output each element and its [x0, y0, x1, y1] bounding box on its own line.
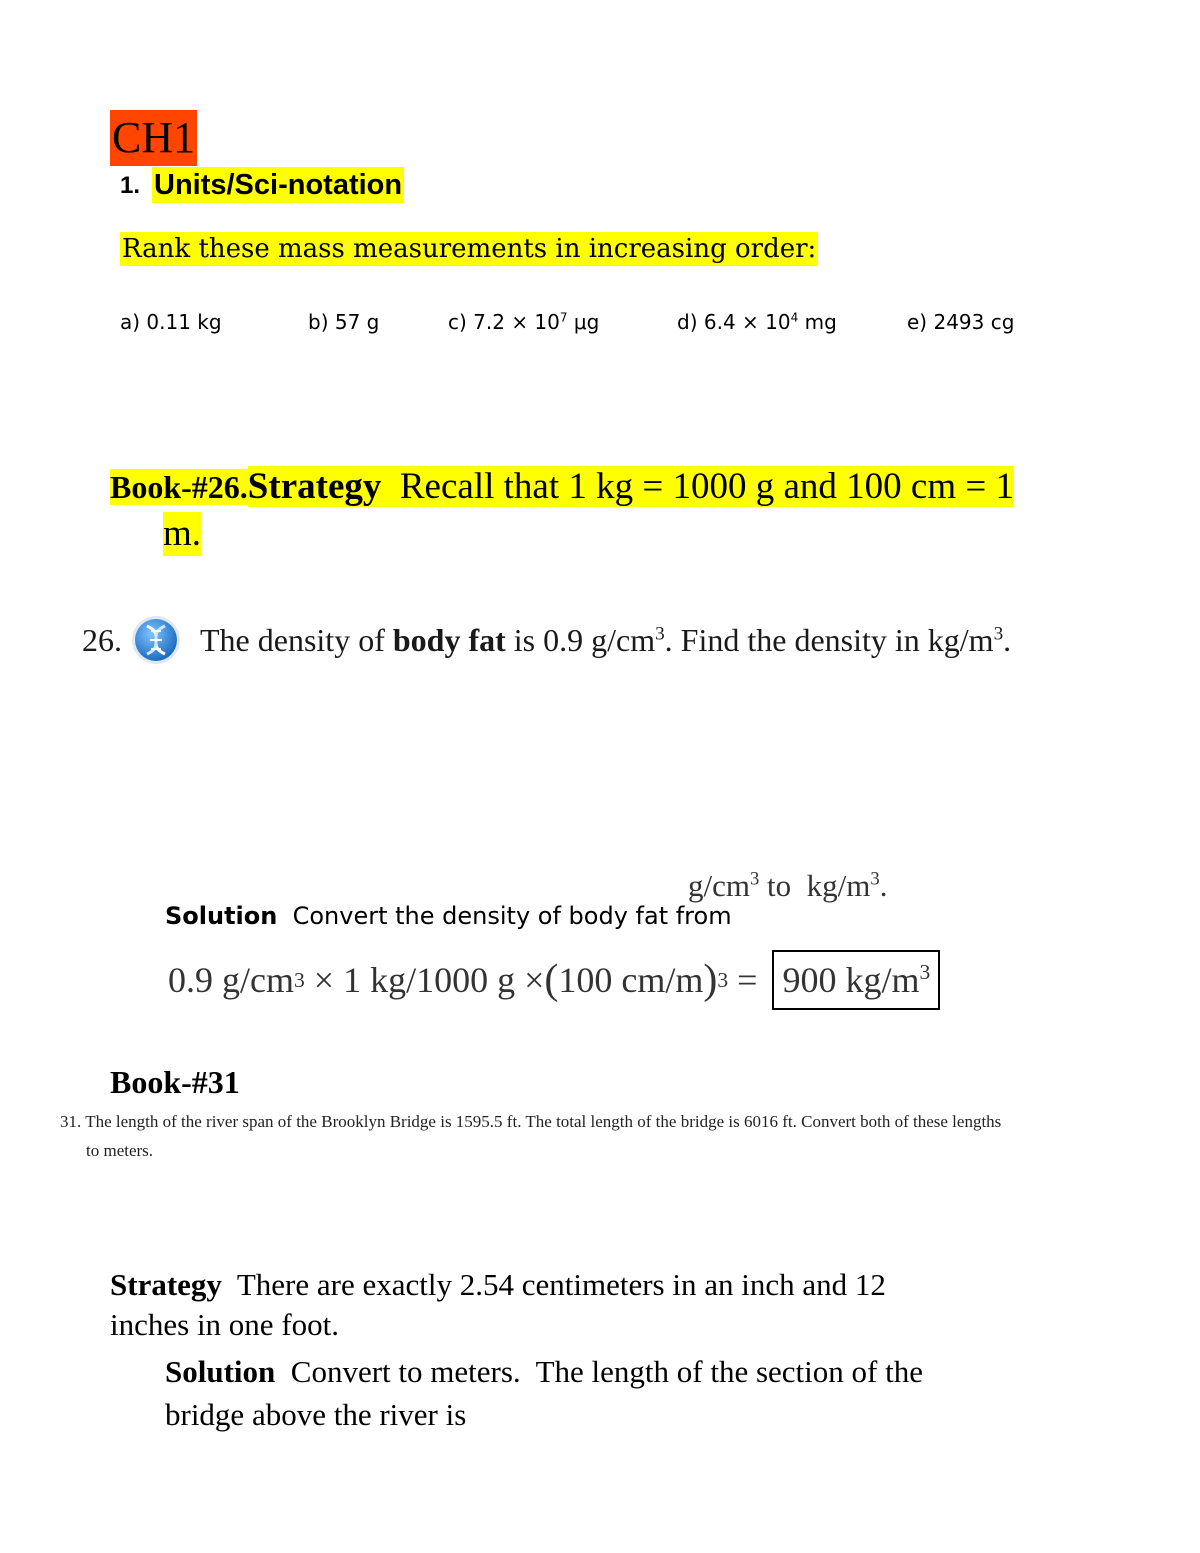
option-d [677, 308, 837, 336]
option-c-unit: μg [567, 310, 600, 334]
eq-part2: × 1 kg/1000 g × [304, 960, 545, 1000]
book26-strategy-label: Strategy [247, 466, 382, 507]
problem-26-number: 26. [82, 622, 122, 658]
problem-31-line2: to meters. [86, 1141, 154, 1160]
problem-26-sup2: 3 [993, 623, 1004, 645]
eq-part3: 100 cm/m [558, 960, 704, 1000]
eq-equals: = [728, 960, 767, 1000]
solution-26-equation: 0.9 g/cm 3 × 1 kg/1000 g × ( 100 cm/m ) 3 = 900 $kg/m^3$ [168, 950, 940, 1010]
option-c-text: c) 7.2 × 10 [448, 310, 560, 334]
strategy-31-text: There are exactly 2.54 centimeters in an inch and 12 [221, 1267, 886, 1302]
dna-icon [130, 614, 182, 666]
solution-26-label: Solution [165, 902, 278, 930]
solution-26-intro [165, 900, 732, 932]
book26-label: Book-#26. [110, 469, 248, 505]
answer-box [772, 950, 940, 1010]
section-title: Units/Sci-notation [154, 169, 403, 201]
option-d-exponent: 4 [790, 310, 799, 325]
option-b-text: b) 57 g [308, 310, 380, 334]
option-d-text: d) 6.4 × 10 [677, 310, 791, 334]
solution-31-line2: bridge above the river is [165, 1397, 467, 1432]
units-from: g/cm [688, 868, 750, 903]
problem-31-line1: 31. The length of the river span of the Brooklyn Bridge is 1595.5 ft. The total length of the bridge is 6016 ft. Convert both of these lengths [60, 1112, 1002, 1131]
problem-26-body-fat: body fat [392, 622, 506, 658]
solution-26-text: Convert the density of body fat from [277, 902, 732, 930]
problem-26-text-end: . [1003, 622, 1012, 658]
problem-26 [82, 614, 1011, 666]
option-a [120, 308, 222, 336]
book26-strategy-line1 [110, 465, 1014, 509]
problem-26-sup1: 3 [655, 623, 665, 645]
eq-paren-open: ( [544, 957, 559, 1003]
units-end: . [879, 868, 888, 903]
option-a-text: a) 0.11 kg [120, 310, 222, 334]
option-e-text: e) 2493 cg [907, 310, 1015, 334]
units-sup2: 3 [870, 868, 880, 890]
book31-label: Book-#31 [110, 1064, 240, 1100]
eq-part1: 0.9 g/cm [168, 960, 294, 1000]
answer-sup: 3 [919, 960, 931, 984]
units-to: to kg/m [759, 868, 871, 903]
option-c-exponent: 7 [559, 310, 568, 325]
solution-31-text: Convert to meters. The length of the section of the [275, 1354, 923, 1389]
section-number: 1. [120, 172, 141, 199]
answer-value: 900 kg/m [782, 960, 920, 1000]
book26-strategy-line2: m. [163, 513, 202, 554]
option-e [907, 308, 1014, 336]
strategy-31-label: Strategy [110, 1267, 222, 1302]
option-d-unit: mg [798, 310, 837, 334]
option-b [308, 308, 379, 336]
solution-31-label: Solution [165, 1354, 276, 1389]
chapter-heading: CH1 [110, 110, 197, 166]
eq-paren-close: ) [703, 957, 718, 1003]
solution-31-line1 [165, 1352, 923, 1392]
problem-26-text-pre: The density of [200, 622, 393, 658]
rank-question: Rank these mass measurements in increasing order: [122, 234, 817, 264]
problem-26-text-post: . Find the density in kg/m [664, 622, 994, 658]
strategy-31-line1 [110, 1265, 886, 1305]
book26-strategy-text: Recall that 1 kg = 1000 g and 100 cm = 1 [381, 466, 1014, 507]
units-sup1: 3 [750, 868, 760, 890]
option-c [448, 308, 599, 336]
problem-26-text-mid: is 0.9 g/cm [505, 622, 656, 658]
strategy-31-line2: inches in one foot. [110, 1307, 340, 1342]
problem-26-text [200, 614, 1011, 666]
